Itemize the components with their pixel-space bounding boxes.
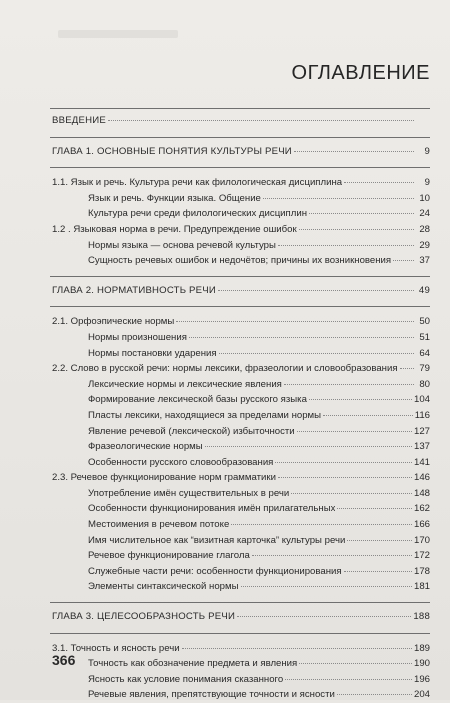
toc-entry-page: 127 bbox=[413, 425, 430, 437]
toc-entry-text: Имя числительное как “визитная карточка” культуры речи bbox=[88, 534, 346, 546]
toc-entry-page: 116 bbox=[414, 409, 430, 421]
toc-entry-page: 49 bbox=[418, 284, 430, 296]
toc-entry-text: Нормы языка — основа речевой культуры bbox=[88, 239, 276, 251]
toc-subsection[interactable] bbox=[50, 253, 430, 269]
leader-dots bbox=[284, 383, 414, 385]
toc-entry-page: 166 bbox=[413, 519, 430, 531]
leader-dots bbox=[176, 320, 414, 322]
leader-dots bbox=[278, 244, 414, 246]
toc-entry-text: 2.2. Слово в русской речи: нормы лексики, фразеологии и словообразования bbox=[52, 363, 398, 375]
toc-entry-text: Культура речи среди филологических дисциплин bbox=[88, 208, 307, 220]
divider bbox=[50, 137, 430, 138]
toc-entry-text: 1.2 . Языковая норма в речи. Предупреждение ошибок bbox=[52, 223, 297, 235]
leader-dots bbox=[337, 693, 412, 695]
toc-entry-page: 9 bbox=[424, 145, 430, 157]
toc-entry-page: 24 bbox=[419, 208, 430, 220]
leader-dots bbox=[241, 585, 412, 587]
leader-dots bbox=[263, 197, 414, 199]
toc-entry-page: 9 bbox=[424, 177, 430, 189]
toc-entry-text: Нормы произношения bbox=[88, 331, 187, 343]
toc-entry-page: 50 bbox=[419, 316, 430, 328]
leader-dots bbox=[323, 414, 413, 416]
toc-entry-page: 190 bbox=[413, 658, 430, 670]
toc-subsection[interactable] bbox=[50, 579, 430, 595]
toc-entry-text: Точность как обозначение предмета и явления bbox=[88, 658, 298, 670]
leader-dots bbox=[344, 181, 414, 183]
toc-section[interactable] bbox=[50, 314, 430, 330]
toc-entry-page: 196 bbox=[413, 673, 430, 685]
toc-section[interactable] bbox=[50, 470, 430, 486]
toc-entry-text: 2.1. Орфоэпические нормы bbox=[52, 316, 175, 328]
toc-section[interactable] bbox=[50, 175, 430, 191]
toc-chapter-1[interactable] bbox=[50, 144, 430, 160]
toc-subsection[interactable] bbox=[50, 656, 430, 672]
page-title: ОГЛАВЛЕНИЕ bbox=[291, 62, 430, 84]
toc-entry-page: 204 bbox=[413, 689, 430, 701]
toc-section[interactable] bbox=[50, 361, 430, 377]
toc-entry-text: Формирование лексической базы русского языка bbox=[88, 394, 307, 406]
toc-entry-text: Ясность как условие понимания сказанного bbox=[88, 673, 284, 685]
toc-entry-page: 141 bbox=[413, 456, 430, 468]
bleed-through-text bbox=[58, 30, 178, 38]
toc-entry-text: Пласты лексики, находящиеся за пределами нормы bbox=[88, 409, 322, 421]
toc-subsection[interactable] bbox=[50, 672, 430, 688]
toc-subsection[interactable] bbox=[50, 238, 430, 254]
toc-entry-page: 181 bbox=[413, 581, 430, 593]
toc-section[interactable] bbox=[50, 222, 430, 238]
leader-dots bbox=[347, 539, 412, 541]
toc-entry-page: 148 bbox=[413, 487, 430, 499]
toc-entry-page: 146 bbox=[413, 472, 430, 484]
toc-subsection[interactable] bbox=[50, 346, 430, 362]
toc-subsection[interactable] bbox=[50, 564, 430, 580]
leader-dots bbox=[299, 228, 414, 230]
toc-intro[interactable] bbox=[50, 113, 430, 129]
toc-subsection[interactable] bbox=[50, 439, 430, 455]
toc-subsection[interactable] bbox=[50, 191, 430, 207]
toc-entry-page: 28 bbox=[419, 223, 430, 235]
leader-dots bbox=[231, 523, 412, 525]
toc-entry-text: Речевые явления, препятствующие точности и ясности bbox=[88, 689, 335, 701]
toc-entry-page: 64 bbox=[419, 347, 430, 359]
table-of-contents bbox=[50, 108, 430, 703]
toc-entry-text: 3.1. Точность и ясность речи bbox=[52, 642, 180, 654]
leader-dots bbox=[275, 461, 412, 463]
toc-entry-text: Язык и речь. Функции языка. Общение bbox=[88, 192, 261, 204]
toc-entry-text: 1.1. Язык и речь. Культура речи как филологическая дисциплина bbox=[52, 177, 343, 189]
leader-dots bbox=[393, 259, 414, 261]
leader-dots bbox=[285, 678, 412, 680]
toc-subsection[interactable] bbox=[50, 392, 430, 408]
toc-entry-page: 104 bbox=[413, 394, 430, 406]
toc-entry-text: Элементы синтаксической нормы bbox=[88, 581, 239, 593]
toc-entry-text: Явление речевой (лексической) избыточности bbox=[88, 425, 295, 437]
toc-entry-page: 170 bbox=[413, 534, 430, 546]
toc-subsection[interactable] bbox=[50, 517, 430, 533]
toc-entry-page: 80 bbox=[419, 378, 430, 390]
leader-dots bbox=[182, 647, 412, 649]
leader-dots bbox=[237, 615, 411, 617]
leader-dots bbox=[337, 507, 412, 509]
toc-entry-text: Особенности русского словообразования bbox=[88, 456, 274, 468]
toc-subsection[interactable] bbox=[50, 486, 430, 502]
toc-entry-page: 10 bbox=[419, 192, 430, 204]
leader-dots bbox=[219, 352, 414, 354]
toc-subsection[interactable] bbox=[50, 687, 430, 703]
toc-entry-text: Речевое функционирование глагола bbox=[88, 550, 250, 562]
toc-subsection[interactable] bbox=[50, 548, 430, 564]
toc-entry-page: 172 bbox=[413, 550, 430, 562]
toc-entry-page: 37 bbox=[419, 255, 430, 267]
leader-dots bbox=[344, 570, 412, 572]
leader-dots bbox=[108, 119, 414, 121]
toc-entry-text: Местоимения в речевом потоке bbox=[88, 519, 230, 531]
toc-entry-text: ГЛАВА 3. ЦЕЛЕСООБРАЗНОСТЬ РЕЧИ bbox=[52, 611, 236, 623]
toc-subsection[interactable] bbox=[50, 206, 430, 222]
toc-entry-text: Употребление имён существительных в речи bbox=[88, 487, 290, 499]
page-number: 366 bbox=[52, 652, 76, 668]
toc-chapter-3[interactable] bbox=[50, 609, 430, 625]
toc-entry-text: Особенности функционирования имён прилагательных bbox=[88, 503, 336, 515]
toc-entry-text: Лексические нормы и лексические явления bbox=[88, 378, 282, 390]
leader-dots bbox=[400, 367, 414, 369]
leader-dots bbox=[294, 150, 414, 152]
toc-entry-page: 162 bbox=[413, 503, 430, 515]
leader-dots bbox=[252, 554, 412, 556]
divider bbox=[50, 108, 430, 109]
toc-entry-text: Нормы постановки ударения bbox=[88, 347, 217, 359]
toc-entry-page: 137 bbox=[413, 441, 430, 453]
toc-entry-page: 51 bbox=[419, 331, 430, 343]
leader-dots bbox=[309, 212, 414, 214]
toc-entry-page: 189 bbox=[413, 642, 430, 654]
toc-entry-page: 178 bbox=[413, 565, 430, 577]
toc-entry-text: ГЛАВА 2. НОРМАТИВНОСТЬ РЕЧИ bbox=[52, 284, 216, 296]
toc-subsection[interactable] bbox=[50, 424, 430, 440]
toc-entry-text: ГЛАВА 1. ОСНОВНЫЕ ПОНЯТИЯ КУЛЬТУРЫ РЕЧИ bbox=[52, 145, 292, 157]
leader-dots bbox=[189, 336, 414, 338]
toc-subsection[interactable] bbox=[50, 330, 430, 346]
toc-entry-page: 188 bbox=[413, 611, 430, 623]
leader-dots bbox=[299, 662, 412, 664]
leader-dots bbox=[205, 445, 412, 447]
leader-dots bbox=[297, 430, 412, 432]
toc-entry-page: 29 bbox=[419, 239, 430, 251]
leader-dots bbox=[278, 476, 412, 478]
toc-subsection[interactable] bbox=[50, 455, 430, 471]
toc-entry-text: Сущность речевых ошибок и недочётов; причины их возникновения bbox=[88, 255, 392, 267]
toc-section[interactable] bbox=[50, 641, 430, 657]
toc-entry-text: ВВЕДЕНИЕ bbox=[52, 115, 106, 126]
toc-entry-text: 2.3. Речевое функционирование норм грамматики bbox=[52, 472, 276, 484]
toc-chapter-2[interactable] bbox=[50, 283, 430, 299]
divider bbox=[50, 602, 430, 603]
leader-dots bbox=[218, 289, 414, 291]
toc-subsection[interactable] bbox=[50, 408, 430, 424]
toc-entry-page: 79 bbox=[419, 363, 430, 375]
toc-subsection[interactable] bbox=[50, 533, 430, 549]
toc-subsection[interactable] bbox=[50, 377, 430, 393]
toc-entry-text: Фразеологические нормы bbox=[88, 441, 203, 453]
toc-entry-text: Служебные части речи: особенности функционирования bbox=[88, 565, 342, 577]
leader-dots bbox=[309, 398, 412, 400]
leader-dots bbox=[291, 492, 412, 494]
divider bbox=[50, 276, 430, 277]
toc-subsection[interactable] bbox=[50, 501, 430, 517]
